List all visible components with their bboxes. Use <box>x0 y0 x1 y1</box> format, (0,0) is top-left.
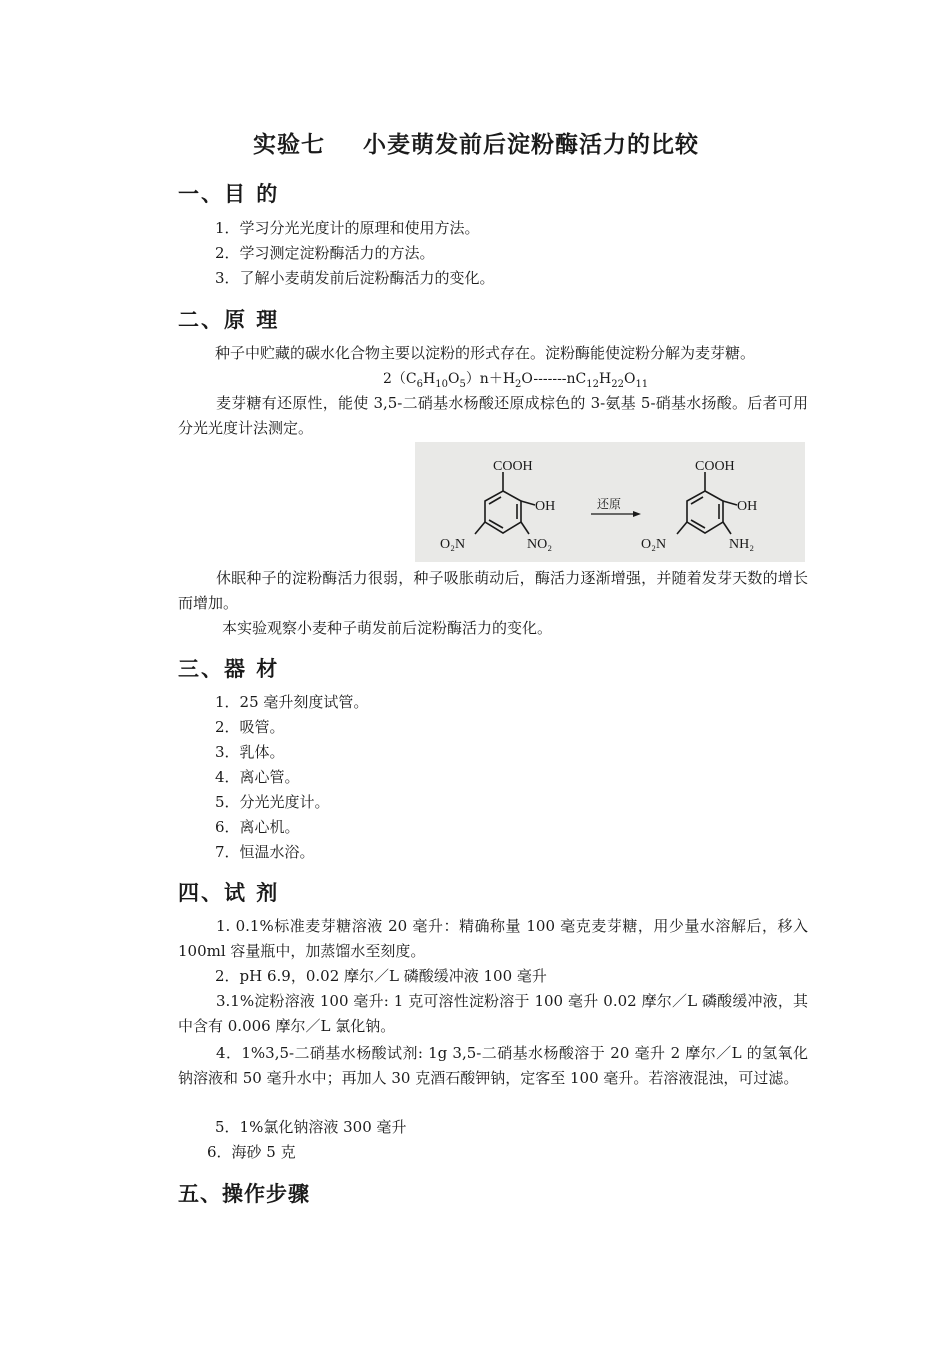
section-heading-procedure: 五、操作步骤 <box>178 1182 310 1206</box>
list-item: 1．25 毫升刻度试管。 <box>215 693 369 711</box>
principle-paragraph-3: 休眠种子的淀粉酶活力很弱，种子吸胀萌动后，酶活力逐渐增强，并随着发芽天数的增长而增加。 <box>178 569 808 612</box>
reagent-4: 4．1%3,5-二硝基水杨酸试剂: 1g 3,5-二硝基水杨酸溶于 20 毫升 2 摩尔／L 的氢氧化钠溶液和 50 毫升水中；再加人 30 克酒石酸钾钠，定客至 100 毫升。若溶液混浊，可过滤。 <box>178 1044 808 1087</box>
reagent-5: 5．1%氯化钠溶液 300 毫升 <box>215 1118 407 1136</box>
list-item: 1．学习分光光度计的原理和使用方法。 <box>215 219 480 237</box>
dinitrosalicylic-acid-structure <box>475 472 535 534</box>
list-item: 2．吸管。 <box>215 718 285 736</box>
list-item: 3．乳体。 <box>215 743 285 761</box>
reaction-equation: $2(C_6H_{10}O_5)n+H_2O-------nC_{12}H_{22}O_{11}$ <box>383 371 649 390</box>
reduction-label: 还原 <box>597 497 622 511</box>
left-cooh-label: COOH <box>493 459 533 474</box>
list-item: 2．学习测定淀粉酶活力的方法。 <box>215 244 435 262</box>
right-oh-label: OH <box>737 499 758 514</box>
left-no2-label: NO₂ <box>527 537 553 552</box>
list-item: 7．恒温水浴。 <box>215 843 315 861</box>
reagent-3: 3.1%淀粉溶液 100 毫升: 1 克可溶性淀粉溶于 100 毫升 0.02 摩尔／L 磷酸缓冲液，其中含有 0.006 摩尔／L 氯化钠。 <box>178 992 808 1035</box>
aminonitrosalicylic-acid-structure <box>677 472 737 534</box>
principle-paragraph-1: 种子中贮藏的碳水化合物主要以淀粉的形式存在。淀粉酶能使淀粉分解为麦芽糖。 <box>215 344 756 362</box>
list-item: 3．了解小麦萌发前后淀粉酶活力的变化。 <box>215 269 495 287</box>
chemical-reaction-figure <box>415 442 805 562</box>
title-experiment-number: 实验七 <box>253 132 325 158</box>
section-heading-reagents: 四、试 剂 <box>178 881 280 905</box>
right-cooh-label: COOH <box>695 459 735 474</box>
reagent-2: 2．pH 6.9，0.02 摩尔／L 磷酸缓冲液 100 毫升 <box>215 967 547 985</box>
right-nh2-label: NH₂ <box>729 537 755 552</box>
principle-paragraph-4: 本实验观察小麦种子萌发前后淀粉酶活力的变化。 <box>222 619 553 637</box>
reagent-6: 6．海砂 5 克 <box>207 1143 296 1161</box>
list-item: 5．分光光度计。 <box>215 793 330 811</box>
section-heading-equipment: 三、器 材 <box>178 657 280 681</box>
principle-paragraph-2: 麦芽糖有还原性，能使 3,5-二硝基水杨酸还原成棕色的 3-氨基 5-硝基水扬酸。后者可用分光光度计法测定。 <box>178 394 808 437</box>
left-o2n-label: O₂N <box>440 537 466 552</box>
right-o2n-label: O₂N <box>641 537 667 552</box>
left-oh-label: OH <box>535 499 556 514</box>
reagent-1: 1. 0.1%标准麦芽糖溶液 20 毫升：精确称量 100 毫克麦芽糖，用少量水溶解后，移入 100ml 容量瓶中，加蒸馏水至刻度。 <box>178 917 808 960</box>
title-text: 小麦萌发前后淀粉酶活力的比较 <box>363 132 699 158</box>
reaction-diagram <box>415 442 805 562</box>
list-item: 6．离心机。 <box>215 818 300 836</box>
list-item: 4．离心管。 <box>215 768 300 786</box>
section-heading-principle: 二、原 理 <box>178 308 280 332</box>
page-title <box>0 126 952 159</box>
section-heading-purpose: 一、目 的 <box>178 182 280 206</box>
